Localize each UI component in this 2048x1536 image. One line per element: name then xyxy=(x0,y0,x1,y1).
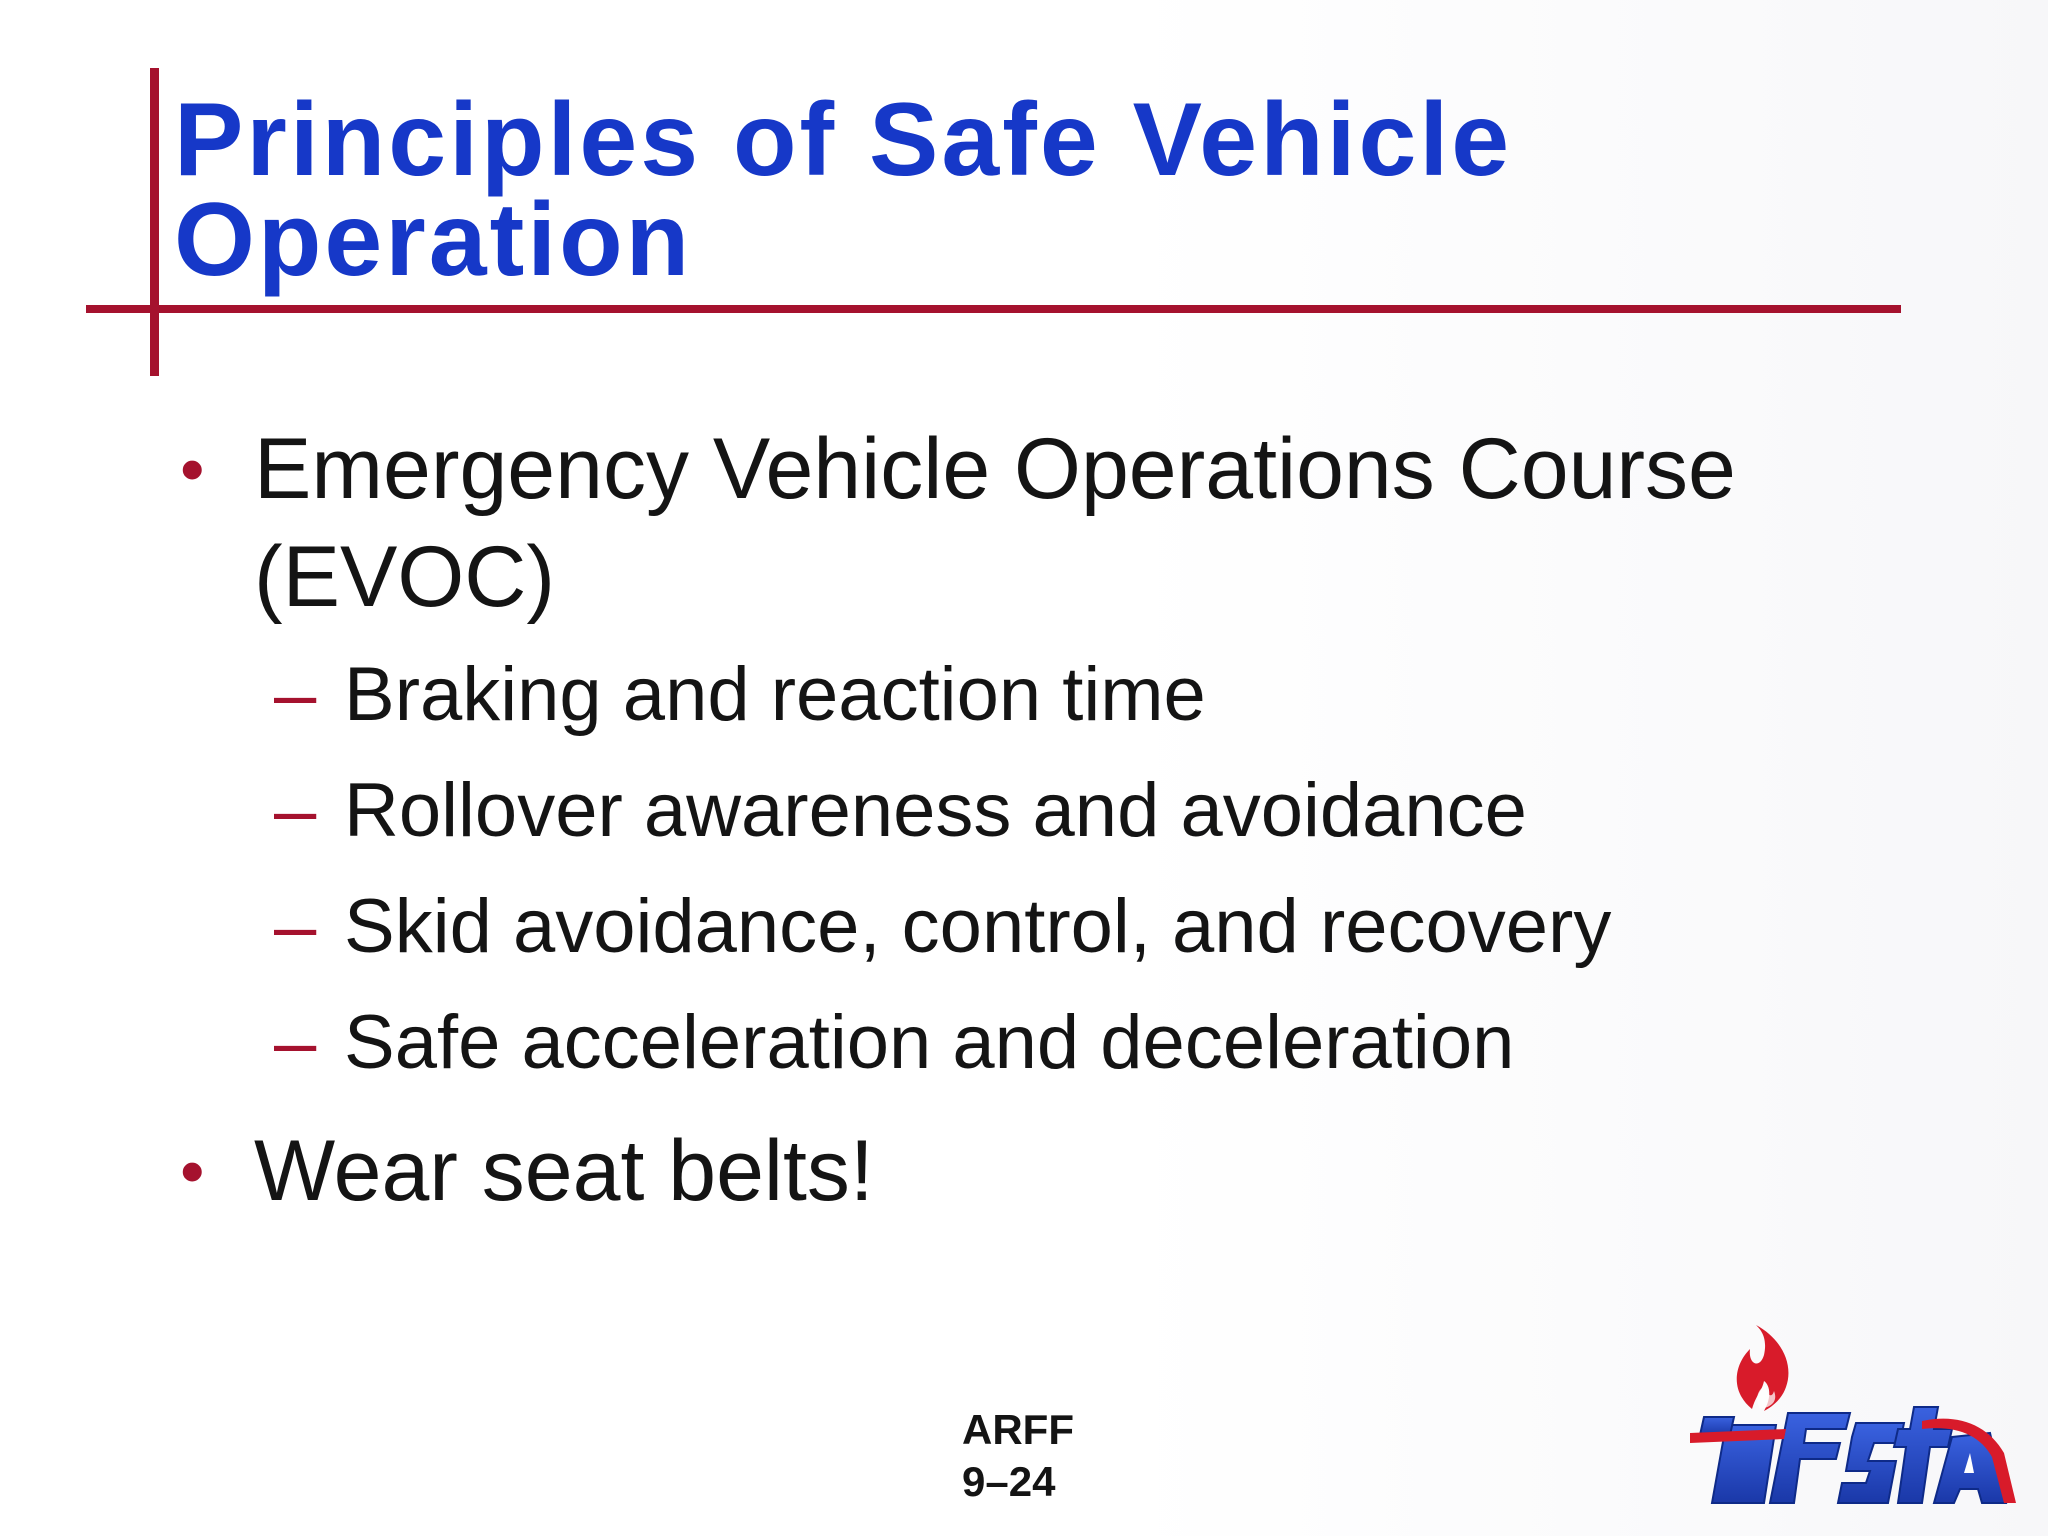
dash-glyph: – xyxy=(274,768,317,853)
slide-footer xyxy=(962,1404,1074,1508)
torch-flame-icon xyxy=(1737,1325,1789,1411)
bullet-text-line-2: (EVOC) xyxy=(254,529,555,625)
footer-course: ARFF xyxy=(962,1406,1074,1453)
title-horizontal-rule xyxy=(86,305,1901,313)
bullet-item-evoc xyxy=(170,415,1930,631)
slide-title-line-1: Principles of Safe Vehicle xyxy=(174,82,1513,198)
bullet-text: Wear seat belts! xyxy=(254,1123,874,1219)
sub-bullet-list xyxy=(170,637,1930,1101)
sub-bullet-text: Safe acceleration and deceleration xyxy=(344,1000,1515,1085)
title-vertical-rule xyxy=(150,68,159,376)
ifsta-logo xyxy=(1690,1325,2020,1515)
sub-bullet-item xyxy=(170,637,1930,753)
bullet-item-seat-belts xyxy=(170,1117,1930,1225)
bullet-glyph: • xyxy=(180,430,205,508)
dash-glyph: – xyxy=(274,1000,317,1085)
dash-glyph: – xyxy=(274,884,317,969)
sub-bullet-text: Rollover awareness and avoidance xyxy=(344,768,1527,853)
sub-bullet-text: Skid avoidance, control, and recovery xyxy=(344,884,1612,969)
sub-bullet-item xyxy=(170,985,1930,1101)
sub-bullet-item xyxy=(170,869,1930,985)
sub-bullet-item xyxy=(170,753,1930,869)
bullet-glyph: • xyxy=(180,1132,205,1210)
slide-title-line-2: Operation xyxy=(174,182,693,298)
footer-slide-number: 9–24 xyxy=(962,1458,1056,1505)
bullet-list xyxy=(170,415,1930,1225)
sub-bullet-text: Braking and reaction time xyxy=(344,652,1206,737)
slide-title xyxy=(174,82,1874,298)
dash-glyph: – xyxy=(274,652,317,737)
bullet-text-line-1: Emergency Vehicle Operations Course xyxy=(254,421,1736,517)
